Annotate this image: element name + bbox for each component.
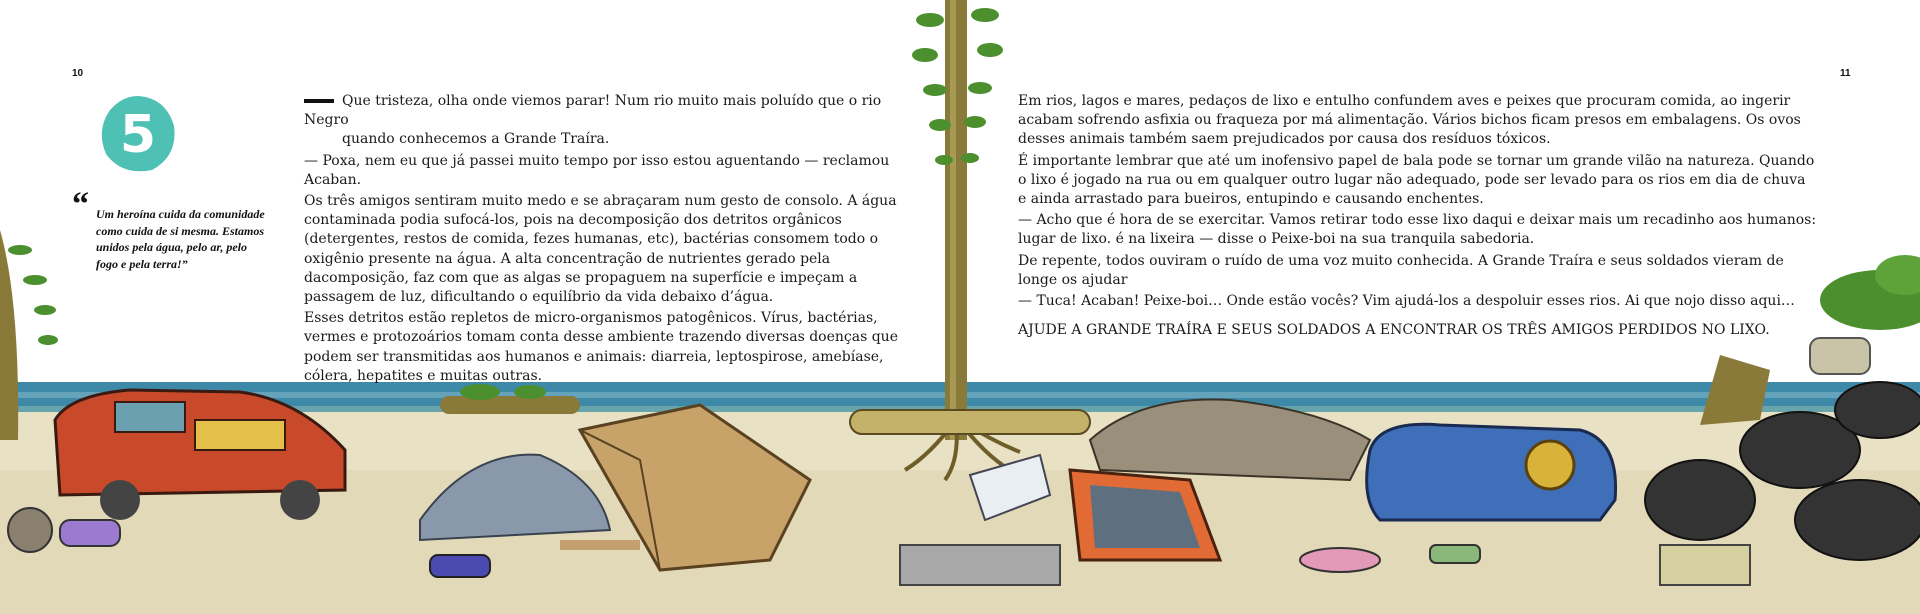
- chapter-number-badge: [96, 92, 180, 176]
- left-paragraph-1: [304, 92, 904, 150]
- left-paragraph-4: Esses detritos estão repletos de micro-organismos patogênicos. Vírus, bactérias, vermes e protozoários tomam conta desse ambiente trazendo diversas doenças que podem ser transmitidas aos humanos e animais: diarreia, leptospirose, amebíase, cólera, hepatites e muitas outras.: [304, 310, 898, 384]
- left-paragraph-2: — Poxa, nem eu que já passei muito tempo por isso estou aguentando — reclamou Acaban.: [304, 152, 890, 188]
- right-paragraph-4: De repente, todos ouviram o ruído de uma voz muito conhecida. A Grande Traíra e seus soldados vieram de longe os ajudar: [1018, 252, 1784, 288]
- right-paragraph-2: É importante lembrar que até um inofensivo papel de bala pode se tornar um grande vilão na natureza. Quando o lixo é jogado na rua ou em qualquer outro lugar não adequado, pode ser levado para os rios em dia de chuva e ainda arrastado para bueiros, entupindo e causando enchentes.: [1018, 152, 1815, 208]
- left-p1-line2: quando conhecemos a Grande Traíra.: [342, 131, 610, 148]
- chapter-number: 5: [119, 105, 157, 165]
- right-paragraph-5: — Tuca! Acaban! Peixe-boi… Onde estão vocês? Vim ajudá-los a despoluir esses rios. Ai que nojo disso aqui…: [1018, 293, 1795, 310]
- left-paragraph-3: Os três amigos sentiram muito medo e se abraçaram num gesto de consolo. A água contaminada podia sufocá-los, pois na decomposição dos detritos orgânicos (detergentes, restos de comida, fezes humanas, etc), bactérias consomem todo o oxigênio presente na água. A alta concentração de nutrientes gerado pela dacomposição, faz com que as algas se propaguem na superfície e impeçam a passagem de luz, dificultando o equilíbrio da vida debaixo d’água.: [304, 193, 897, 306]
- chapter-quote: Um heroína cuida da comunidade como cuida de si mesma. Estamos unidos pela água, pelo ar, pelo fogo e pela terra!”: [96, 207, 265, 271]
- quote-mark: “: [72, 186, 89, 223]
- right-text-column: [1018, 92, 1818, 342]
- right-paragraph-1: Em rios, lagos e mares, pedaços de lixo e entulho confundem aves e peixes que procuram comida, ao ingerir acabam sofrendo asfixia ou fraqueza por má alimentação. Vários bichos ficam presos em embalagens. Os ovos desses animais também saem prejudicados por causa dos resíduos tóxicos.: [1018, 93, 1801, 148]
- right-paragraph-6: AJUDE A GRANDE TRAÍRA E SEUS SOLDADOS A ENCONTRAR OS TRÊS AMIGOS PERDIDOS NO LIXO.: [1018, 322, 1770, 339]
- left-p1-line1: Que tristeza, olha onde viemos parar! Num rio muito mais poluído que o rio Negro: [304, 93, 882, 129]
- rusty-pipe: [850, 410, 1090, 434]
- right-paragraph-3: — Acho que é hora de se exercitar. Vamos retirar todo esse lixo daqui e deixar mais um recadinho aos humanos: lugar de lixo. é na lixeira — disse o Peixe-boi na sua tranquila sabedoria.: [1018, 212, 1817, 248]
- left-page-number: 10: [72, 68, 84, 79]
- blue-sofa: [1367, 424, 1616, 520]
- left-text-column: [304, 92, 904, 388]
- right-page-number: 11: [1840, 68, 1851, 79]
- dialogue-dash: [304, 99, 334, 103]
